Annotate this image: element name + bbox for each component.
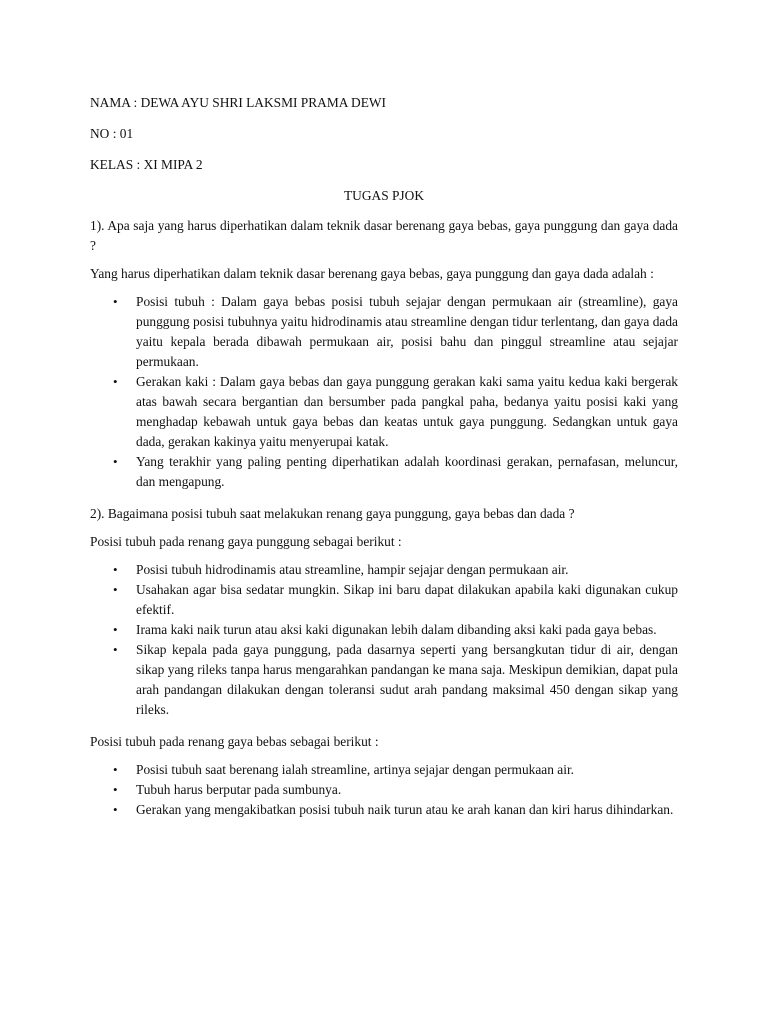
list-item-text: Posisi tubuh : Dalam gaya bebas posisi tubuh sejajar dengan permukaan air (streamline), gaya punggung posisi tubuhnya yaitu hidrodinamis atau streamline dengan tidur terlentang, dan gaya dada yaitu kepala berada dibawah permukaan air, posisi bahu dan pinggul streamline atau sejajar permukaan. (136, 294, 678, 369)
list-item-text: Usahakan agar bisa sedatar mungkin. Sikap ini baru dapat dilakukan apabila kaki digunakan cukup efektif. (136, 582, 678, 617)
bullet-icon: • (113, 782, 118, 797)
student-name: NAMA : DEWA AYU SHRI LAKSMI PRAMA DEWI (90, 95, 386, 110)
list-item (90, 452, 678, 492)
bullet-icon: • (113, 582, 118, 597)
freestyle-list (90, 760, 678, 820)
document-content (90, 92, 678, 832)
list-item (90, 760, 678, 780)
bullet-icon: • (113, 562, 118, 577)
bullet-icon: • (113, 374, 118, 389)
list-item (90, 580, 678, 620)
list-item (90, 780, 678, 800)
list-item-text: Sikap kepala pada gaya punggung, pada dasarnya seperti yang bersangkutan tidur di air, dengan sikap yang rileks tanpa harus mengarahkan pandangan ke mana saja. Meskipun demikian, dapat pula arah pandangan dilakukan dengan toleransi sudut arah pandang maksimal 450 dengan sikap yang rileks. (136, 642, 678, 717)
list-item-text: Tubuh harus berputar pada sumbunya. (136, 782, 342, 797)
bullet-icon: • (113, 762, 118, 777)
answer-1-intro: Yang harus diperhatikan dalam teknik dasar berenang gaya bebas, gaya punggung dan gaya dada adalah : (90, 266, 654, 281)
list-item (90, 620, 678, 640)
answer-1-list (90, 292, 678, 492)
student-class: KELAS : XI MIPA 2 (90, 157, 203, 172)
list-item (90, 292, 678, 372)
list-item-text: Gerakan kaki : Dalam gaya bebas dan gaya punggung gerakan kaki sama yaitu kedua kaki bergerak atas bawah secara bergantian dan bersumber pada pangkal paha, bedanya yaitu posisi kaki yang menghadap kebawah untuk gaya bebas dan keatas untuk gaya punggung. Sedangkan untuk gaya dada, gerakan kakinya yaitu menyerupai katak. (136, 374, 678, 449)
question-2: 2). Bagaimana posisi tubuh saat melakukan renang gaya punggung, gaya bebas dan dada ? (90, 506, 575, 521)
list-item-text: Posisi tubuh hidrodinamis atau streamline, hampir sejajar dengan permukaan air. (136, 562, 569, 577)
list-item (90, 560, 678, 580)
bullet-icon: • (113, 622, 118, 637)
answer-2-intro-backstroke: Posisi tubuh pada renang gaya punggung sebagai berikut : (90, 534, 402, 549)
backstroke-list (90, 560, 678, 720)
question-1: 1). Apa saja yang harus diperhatikan dalam teknik dasar berenang gaya bebas, gaya punggung dan gaya dada ? (90, 218, 678, 253)
list-item (90, 800, 678, 820)
bullet-icon: • (113, 642, 118, 657)
list-item (90, 372, 678, 452)
answer-2-intro-freestyle: Posisi tubuh pada renang gaya bebas sebagai berikut : (90, 734, 379, 749)
list-item-text: Gerakan yang mengakibatkan posisi tubuh naik turun atau ke arah kanan dan kiri harus dihindarkan. (136, 802, 674, 817)
document-title: TUGAS PJOK (344, 188, 424, 203)
bullet-icon: • (113, 294, 118, 309)
bullet-icon: • (113, 802, 118, 817)
list-item-text: Posisi tubuh saat berenang ialah streamline, artinya sejajar dengan permukaan air. (136, 762, 575, 777)
student-number: NO : 01 (90, 126, 134, 141)
list-item (90, 640, 678, 720)
list-item-text: Irama kaki naik turun atau aksi kaki digunakan lebih dalam dibanding aksi kaki pada gaya bebas. (136, 622, 657, 637)
bullet-icon: • (113, 454, 118, 469)
list-item-text: Yang terakhir yang paling penting diperhatikan adalah koordinasi gerakan, pernafasan, meluncur, dan mengapung. (136, 454, 678, 489)
